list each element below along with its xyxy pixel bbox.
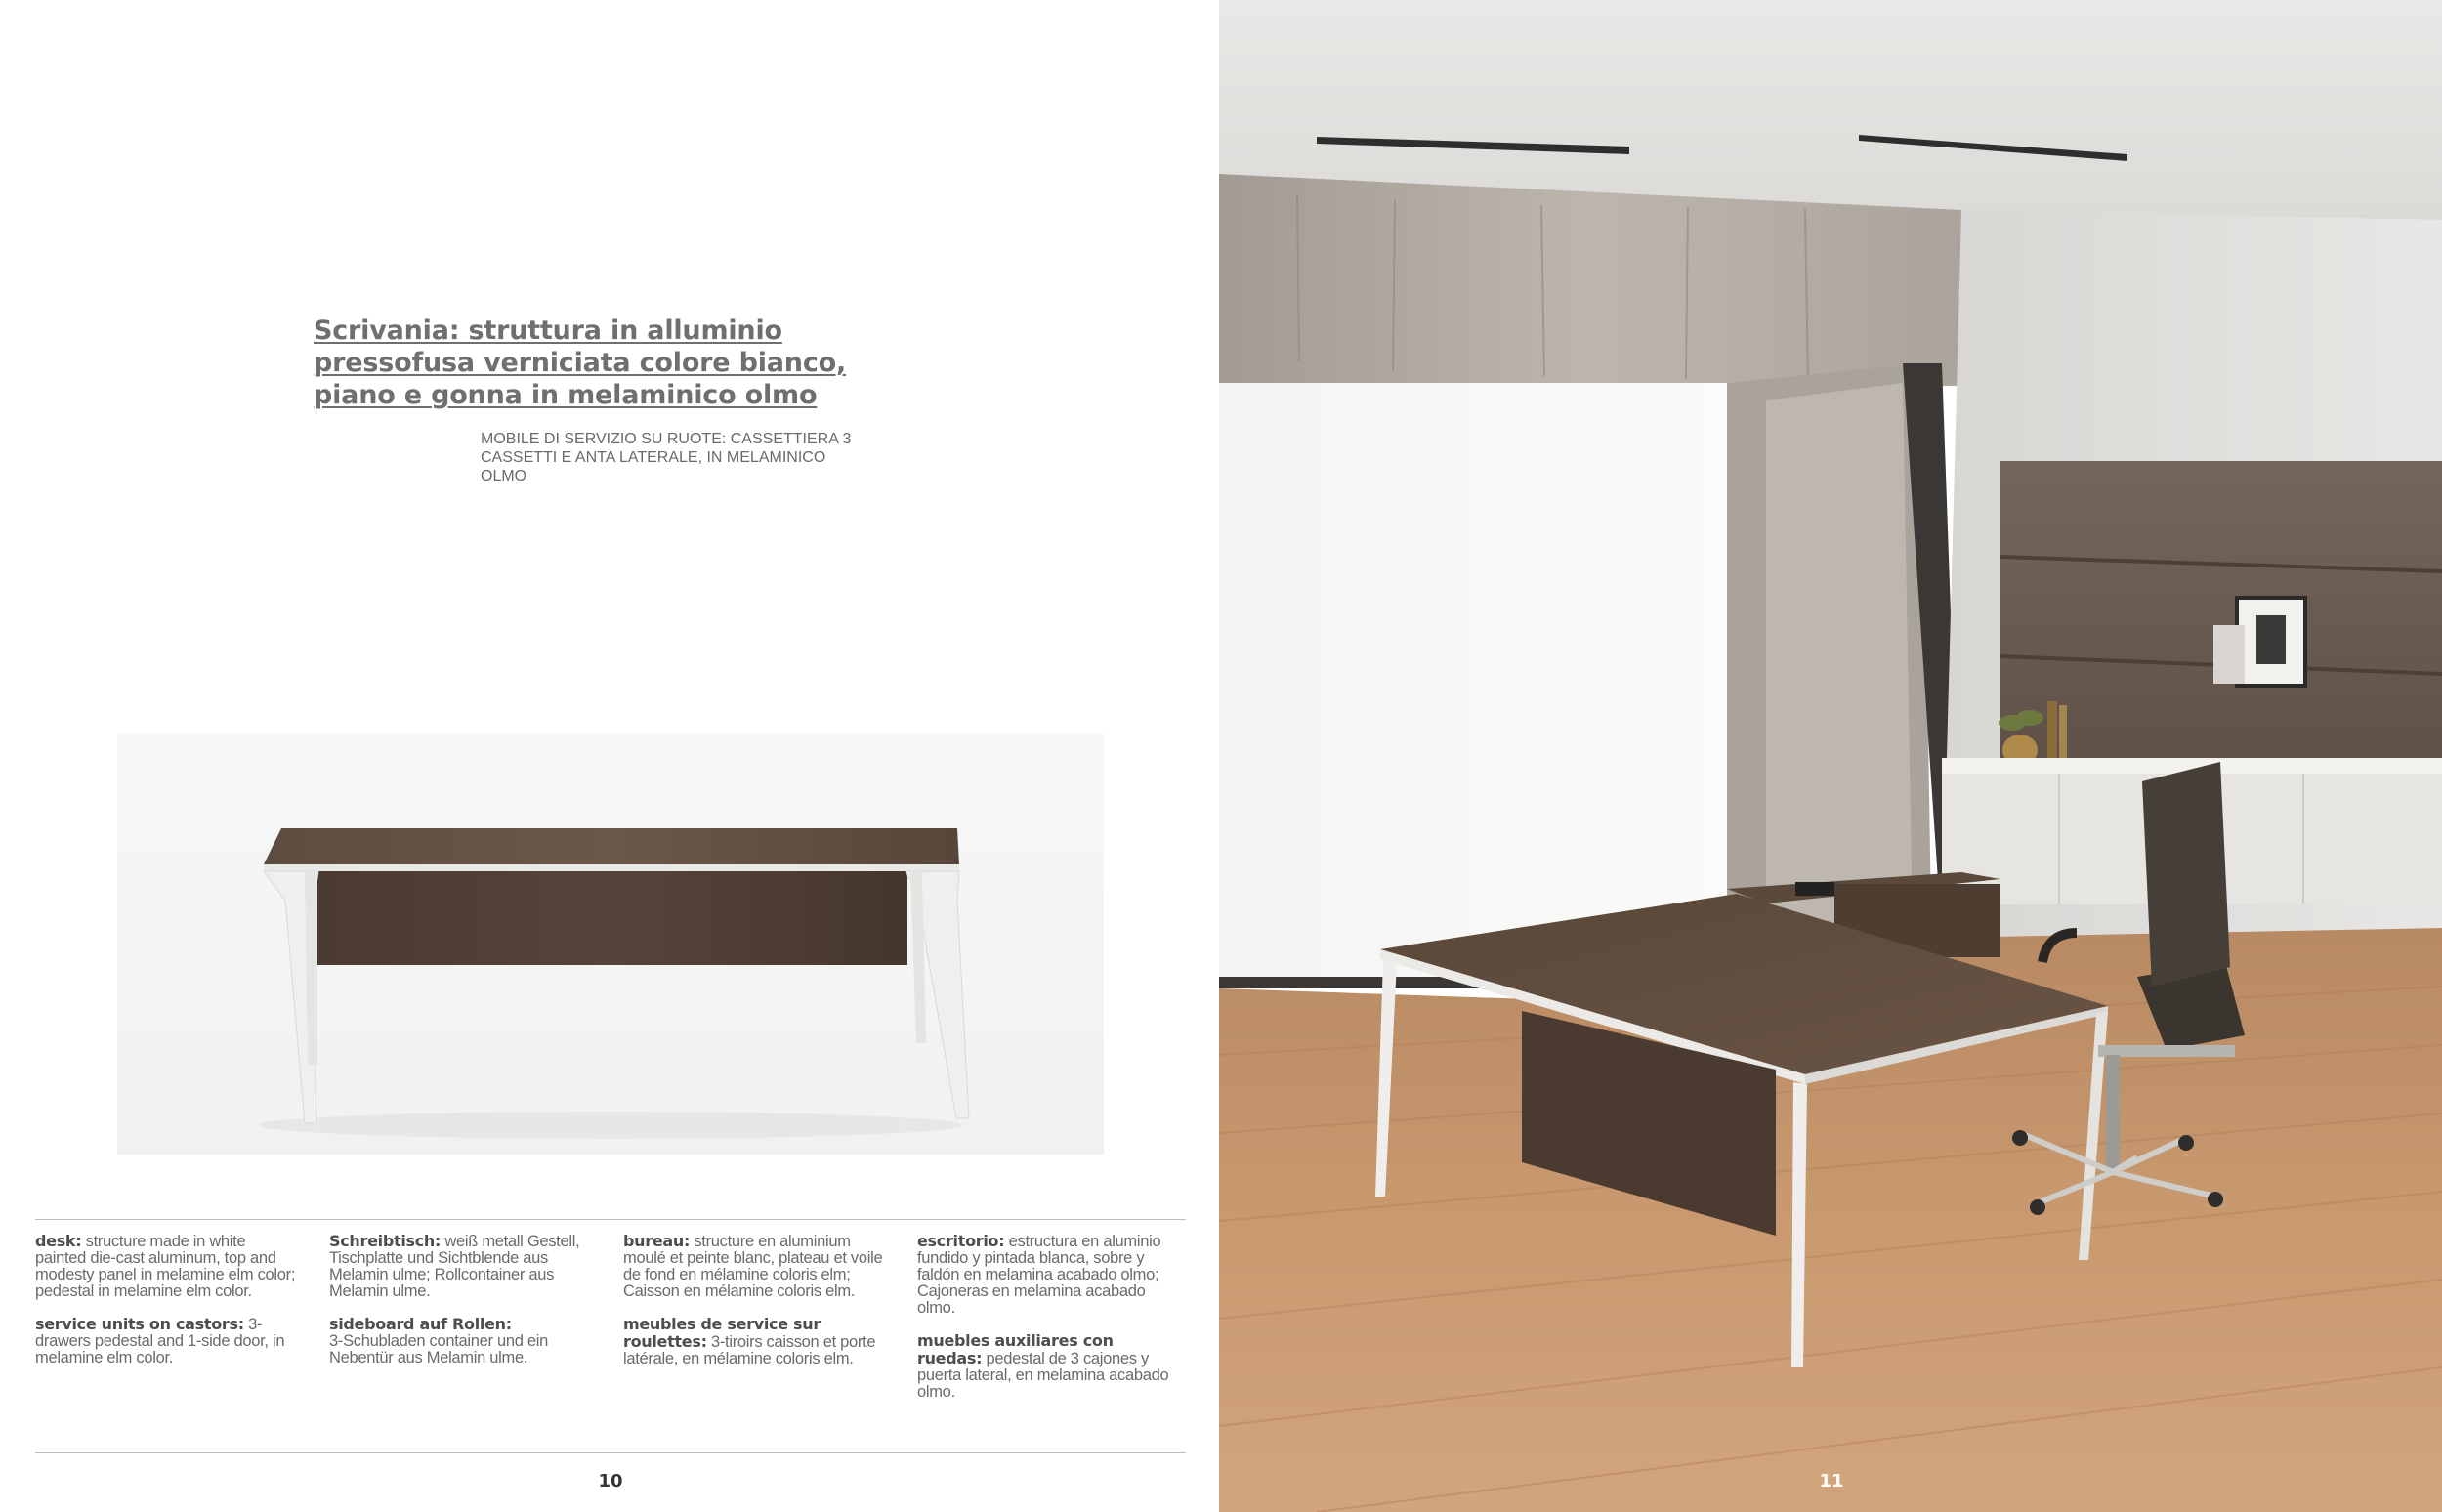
desk-label: escritorio: xyxy=(917,1232,1005,1250)
desk-product-photo xyxy=(117,733,1104,1155)
text-column-spanish xyxy=(917,1233,1179,1416)
headline-line-2: pressofusa verniciata colore bianco, xyxy=(314,348,847,378)
desk-label: Schreibtisch: xyxy=(329,1232,442,1250)
text-column-german xyxy=(329,1233,591,1382)
desk-description: structure made in white painted die-cast aluminum, top and modesty panel in melamine elm color; pedestal in melamine elm color. xyxy=(35,1233,296,1300)
text-column-french xyxy=(623,1233,885,1383)
product-headline xyxy=(314,315,880,411)
top-divider xyxy=(35,1219,1186,1220)
desk-label: bureau: xyxy=(623,1232,691,1250)
desk-label: desk: xyxy=(35,1232,82,1250)
service-description: 3-drawers pedestal and 1-side door, in melamine elm color. xyxy=(35,1316,285,1366)
service-description: pedestal de 3 cajones y puerta lateral, en melamina acabado olmo. xyxy=(917,1350,1169,1401)
headline-line-3: piano e gonna in melaminico olmo xyxy=(314,380,818,410)
service-label: muebles auxiliares con ruedas: xyxy=(917,1331,1114,1367)
office-interior-photo xyxy=(1219,0,2442,1512)
service-description: 3-Schubladen container und ein Nebentür aus Melamin ulme. xyxy=(329,1332,549,1366)
service-label: meubles de service sur roulettes: xyxy=(623,1315,821,1351)
headline-line-1: Scrivania: struttura in alluminio xyxy=(314,315,782,346)
service-label: service units on castors: xyxy=(35,1315,244,1333)
page-number-left: 10 xyxy=(598,1471,623,1491)
desk-description: estructura en aluminio fundido y pintada blanca, sobre y faldón en melamina acabado olmo; Cajoneras en melamina acabado olmo. xyxy=(917,1233,1161,1317)
product-subhead: MOBILE DI SERVIZIO SU RUOTE: CASSETTIERA 3 CASSETTI E ANTA LATERALE, IN MELAMINICO OLMO xyxy=(481,431,852,484)
service-description: 3-tiroirs caisson et porte latérale, en mélamine coloris elm. xyxy=(623,1333,876,1367)
service-label: sideboard auf Rollen: xyxy=(329,1315,512,1333)
left-page xyxy=(0,0,1219,1512)
bottom-divider xyxy=(35,1452,1186,1453)
page-number-right: 11 xyxy=(1819,1471,1844,1491)
right-page xyxy=(1219,0,2442,1512)
desk-description: weiß metall Gestell, Tischplatte und Sichtblende aus Melamin ulme; Rollcontainer aus Melamin ulme. xyxy=(329,1233,580,1300)
text-column-english xyxy=(35,1233,297,1382)
desk-description: structure en aluminium moulé et peinte blanc, plateau et voile de fond en mélamine coloris elm; Caisson en mélamine coloris elm. xyxy=(623,1233,883,1300)
